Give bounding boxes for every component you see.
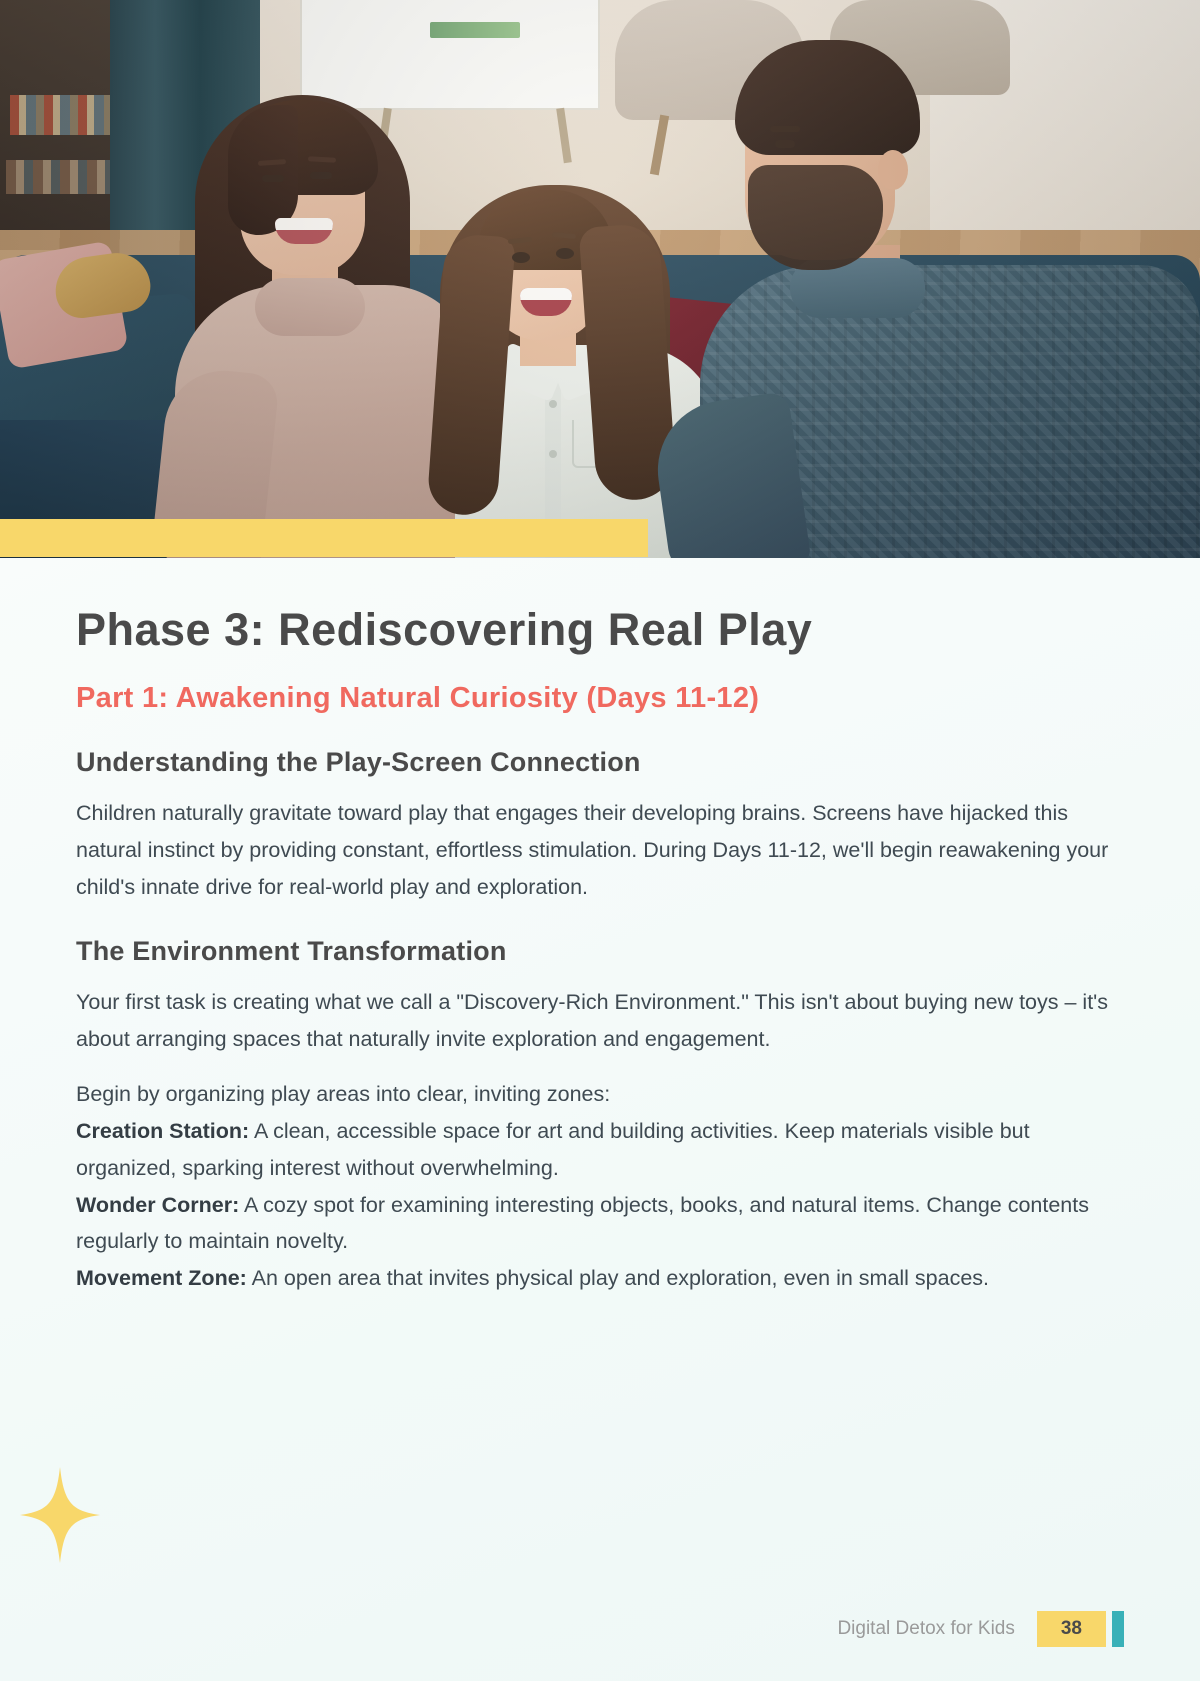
zone-item [76,1113,1124,1187]
section-body-2: Your first task is creating what we call a "Discovery-Rich Environment." This isn't about buying new toys – it's about arranging spaces that naturally invite exploration and engagement. [76,989,1109,1051]
accent-bar [0,519,648,557]
section-body-1: Children naturally gravitate toward play that engages their developing brains. Screens have hijacked this natural instinct by providing constant, effortless stimulation. During Days 11-12, we'll begin reawakening your child's innate drive for real-world play and exploration. [76,800,1109,899]
page-footer [0,1611,1200,1647]
zone-name-wonder-corner: Wonder Corner: [76,1192,240,1217]
zones-list [76,1076,1124,1298]
zone-item [76,1260,1124,1297]
zone-text-creation-station: A clean, accessible space for art and building activities. Keep materials visible but organized, sparking interest without overwhelming. [76,1118,1030,1180]
hero-illustration [0,0,1200,558]
zone-name-creation-station: Creation Station: [76,1118,250,1143]
zones-intro: Begin by organizing play areas into clear, inviting zones: [76,1081,611,1106]
paragraph-spacer [76,1058,1124,1076]
page-content [0,558,1200,1297]
zone-name-movement-zone: Movement Zone: [76,1266,247,1291]
hero-photo [0,0,1200,558]
sparkle-icon [18,1465,102,1565]
zone-item [76,1187,1124,1261]
page-title: Phase 3: Rediscovering Real Play [76,604,813,655]
page-tab-marker [1112,1611,1124,1647]
part-heading: Part 1: Awakening Natural Curiosity (Days 11-12) [76,681,760,714]
zone-text-wonder-corner: A cozy spot for examining interesting objects, books, and natural items. Change contents regularly to maintain novelty. [76,1192,1089,1254]
footer-book-title: Digital Detox for Kids [837,1618,1015,1639]
zone-text-movement-zone: An open area that invites physical play and exploration, even in small spaces. [246,1266,990,1291]
section-heading-2: The Environment Transformation [76,935,507,966]
hero-vignette [0,0,1200,558]
page-number: 38 [1037,1611,1106,1647]
section-heading-1: Understanding the Play-Screen Connection [76,746,641,777]
